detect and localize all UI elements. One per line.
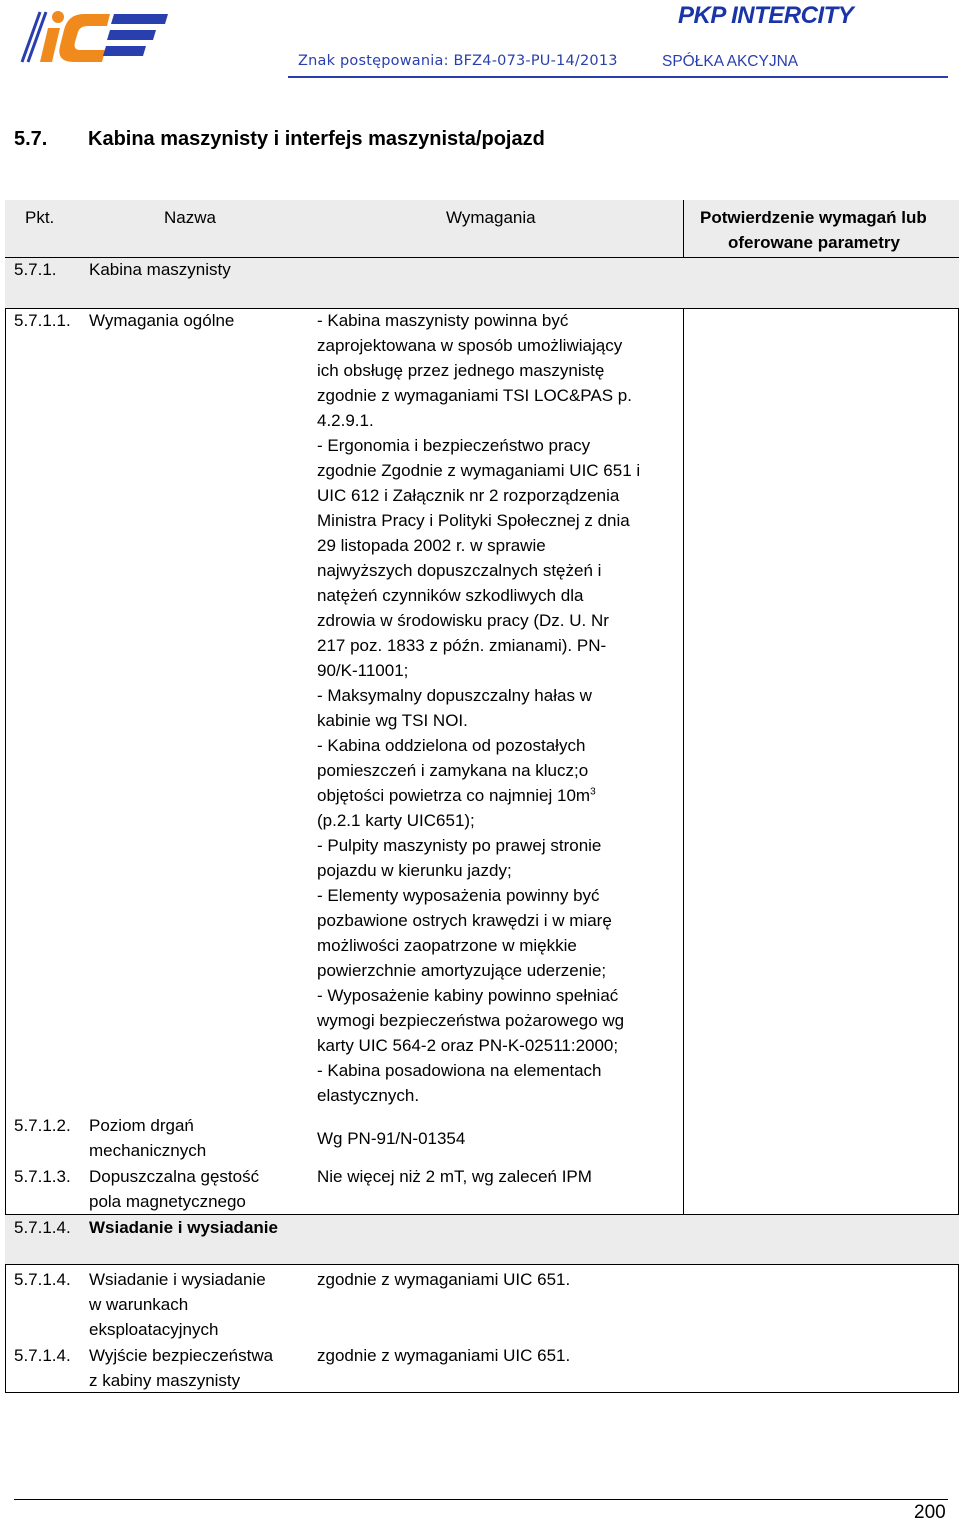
- row5-number: 5.7.1.4.: [14, 1346, 71, 1365]
- row3-number: 5.7.1.3.: [14, 1167, 71, 1186]
- row5-name-line1: Wyjście bezpieczeństwa: [89, 1346, 274, 1365]
- footer-divider: [14, 1499, 948, 1500]
- row4-number: 5.7.1.4.: [14, 1270, 71, 1289]
- page-header: [0, 0, 960, 80]
- row3-name-line1: Dopuszczalna gęstość: [89, 1167, 260, 1186]
- row2-name-line2: mechanicznych: [89, 1141, 207, 1160]
- header-pkt: Pkt.: [25, 208, 55, 227]
- header-divider: [288, 76, 948, 78]
- row4-name-line1: Wsiadanie i wysiadanie: [89, 1270, 266, 1289]
- row1-number: 5.7.1.1.: [14, 311, 71, 330]
- subsection2-name: Wsiadanie i wysiadanie: [89, 1218, 278, 1237]
- row1-req-part-b: (p.2.1 karty UIC651); - Pulpity maszynisty po prawej stronie pojazdu w kierunku jazdy; - Elementy wyposażenia powinny być pozbawione ostrych krawędzi i w miarę możliwości zaopatrzone w miękkie powierzchnie amortyzujące uderzenie; - Wyposażenie kabiny powinno spełniać wymogi bezpieczeństwa pożarowego wg karty UIC 564-2 oraz PN-K-02511:2000; - Kabina posadowiona na elementach elastycznych.: [317, 811, 625, 1105]
- row2-name-line1: Poziom drgań: [89, 1116, 194, 1135]
- confirmation-column-divider: [683, 309, 684, 1214]
- row5-name-line2: z kabiny maszynisty: [89, 1371, 241, 1390]
- row1-name: Wymagania ogólne: [89, 311, 235, 330]
- company-type: SPÓŁKA AKCYJNA: [662, 53, 799, 70]
- row1-requirements: [317, 308, 677, 1108]
- subsection-name: Kabina maszynisty: [89, 260, 231, 279]
- row4-name-line3: eksploatacyjnych: [89, 1320, 219, 1339]
- header-confirmation-2: oferowane parametry: [728, 233, 900, 252]
- row1-req-part-a: - Kabina maszynisty powinna być zaprojektowana w sposób umożliwiający ich obsługę przez jednego maszynistę zgodnie z wymaganiami TSI LOC&PAS p. 4.2.9.1. - Ergonomia i bezpieczeństwo pracy zgodnie Zgodnie z wymaganiami UIC 651 i UIC 612 i Załącznik nr 2 rozporządzenia Ministra Pracy i Polityki Społecznej z dnia 29 listopada 2002 r. w sprawie najwyższych dopuszczalnych stężeń i natężeń czynników szkodliwych dla zdrowia w środowisku pracy (Dz. U. Nr 217 poz. 1833 z późn. zmianami). PN- 90/K-11001; - Maksymalny dopuszczalny hałas w kabinie wg TSI NOI. - Kabina oddzielona od pozostałych pomieszczeń i zamykana na klucz;o objętości powietrza co najmniej 10m: [317, 311, 641, 805]
- procedure-number: Znak postępowania: BFZ4-073-PU-14/2013: [298, 53, 618, 69]
- header-wymagania: Wymagania: [446, 208, 536, 227]
- row3-name-line2: pola magnetycznego: [89, 1192, 246, 1211]
- row3-requirement: Nie więcej niż 2 mT, wg zaleceń IPM: [317, 1167, 592, 1186]
- row2-requirement: Wg PN-91/N-01354: [317, 1129, 466, 1148]
- subsection2-number: 5.7.1.4.: [14, 1218, 71, 1237]
- section-title-text: Kabina maszynisty i interfejs maszynista/pojazd: [88, 128, 545, 150]
- header-column-divider: [683, 200, 684, 258]
- section-title: [14, 128, 545, 151]
- header-confirmation-1: Potwierdzenie wymagań lub: [700, 208, 927, 227]
- section-number: 5.7.: [14, 128, 48, 150]
- header-nazwa: Nazwa: [164, 208, 216, 227]
- row5-requirement: zgodnie z wymaganiami UIC 651.: [317, 1346, 571, 1365]
- page-number: 200: [914, 1502, 946, 1523]
- row4-requirement: zgodnie z wymaganiami UIC 651.: [317, 1270, 571, 1289]
- ic-logo: [18, 4, 178, 66]
- subsection-number: 5.7.1.: [14, 260, 57, 279]
- row1-req-superscript: 3: [590, 786, 596, 798]
- row2-number: 5.7.1.2.: [14, 1116, 71, 1135]
- brand-name: PKP INTERCITY: [678, 2, 854, 29]
- row4-name-line2: w warunkach: [89, 1295, 189, 1314]
